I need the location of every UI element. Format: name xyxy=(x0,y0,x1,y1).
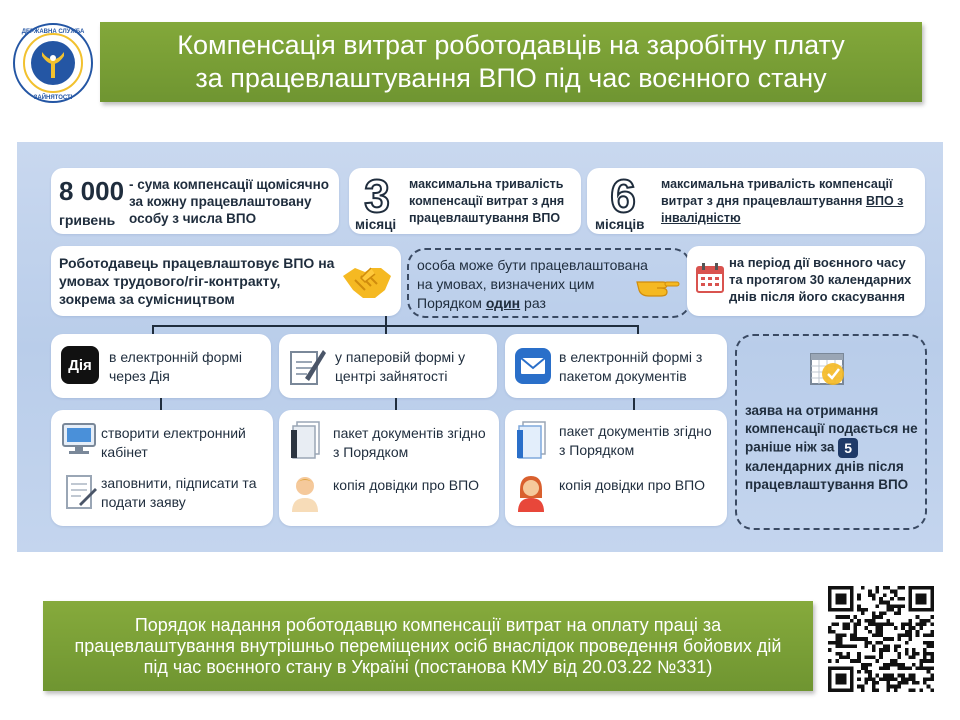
six-months-card xyxy=(587,168,925,234)
six-text xyxy=(661,176,921,227)
once-box xyxy=(407,248,691,318)
deadline-number: 5 xyxy=(844,440,853,456)
logo-text-top: ДЕРЖАВНА СЛУЖБА xyxy=(21,29,85,35)
pointing-hand-icon xyxy=(635,272,681,302)
form-icon xyxy=(61,474,97,512)
pen-paper-icon xyxy=(287,344,327,388)
employer-text: Роботодавець працевлаштовує ВПО на умовах трудового/гіг-контракту, зокрема за сумісництвом xyxy=(59,255,335,307)
footer-text: Порядок надання роботодавцю компенсації витрат на оплату праці за працевлаштування внутрішньо переміщених осіб внаслідок проведення бойових дій під час воєнного стану в Україні (постанова КМУ від 20.03.22 №331) xyxy=(74,614,782,677)
six-text-link: ВПО з інвалідністю xyxy=(661,194,904,225)
title-line-1: Компенсація витрат роботодавців на заробітну плату xyxy=(177,30,845,60)
connector-paper-steps xyxy=(395,398,397,410)
qr-code-icon[interactable] xyxy=(828,586,934,692)
diia-step-1-text: створити електронний кабінет xyxy=(101,425,246,460)
number-three-outline-icon xyxy=(359,172,395,216)
diia-logo xyxy=(61,346,99,384)
amount-number: 8 000 xyxy=(59,176,125,206)
email-step-1-text: пакет документів згідно з Порядком xyxy=(559,423,712,458)
document-folder-icon xyxy=(289,420,323,460)
period-card xyxy=(687,246,925,316)
envelope-icon xyxy=(515,348,551,384)
deadline-text-end: календарних днів після працевлаштування ВПО xyxy=(745,459,909,492)
six-number: 6 xyxy=(610,172,636,216)
paper-text: у паперовій формі у центрі зайнятості xyxy=(335,349,466,384)
diia-steps-card xyxy=(51,410,273,526)
once-text xyxy=(417,256,653,313)
deadline-number-badge xyxy=(838,438,858,458)
logo-text-bottom: ЗАЙНЯТОСТІ xyxy=(33,95,73,101)
period-text: на період дії воєнного часу та протягом 30 календарних днів після його скасування xyxy=(729,255,912,304)
three-number: 3 xyxy=(364,172,390,216)
employment-service-logo xyxy=(12,22,94,104)
employer-card xyxy=(51,246,401,316)
diia-text: в електронній формі через Дія xyxy=(109,349,242,384)
diia-logo-text: Дія xyxy=(68,356,92,374)
handshake-icon xyxy=(341,260,393,302)
once-text-bold: один xyxy=(485,295,521,311)
computer-icon xyxy=(61,422,97,456)
three-unit: місяці xyxy=(355,217,397,232)
connector-diia-steps xyxy=(160,398,162,410)
woman-icon xyxy=(515,474,547,512)
six-unit: місяців xyxy=(595,217,645,232)
calendar-icon xyxy=(695,262,725,294)
email-steps-card xyxy=(505,410,727,526)
email-step-2-text: копія довідки про ВПО xyxy=(559,477,706,493)
once-text-end: раз xyxy=(520,295,546,311)
deadline-text xyxy=(745,402,921,494)
number-six-outline-icon xyxy=(605,172,641,216)
title-banner xyxy=(100,22,922,102)
paper-step-2-text: копія довідки про ВПО xyxy=(333,477,480,493)
person-icon xyxy=(289,474,321,512)
six-text-main: максимальна тривалість компенсації витрат з дня працевлаштування xyxy=(661,177,893,208)
connector-horizontal xyxy=(152,325,639,327)
deadline-box xyxy=(735,334,927,530)
paper-card xyxy=(279,334,497,398)
paper-step-1-text: пакет документів згідно з Порядком xyxy=(333,425,486,460)
title-line-2: за працевлаштування ВПО під час воєнного стану xyxy=(195,63,827,93)
amount-card xyxy=(51,168,339,234)
amount-text: - сума компенсації щомісячно за кожну працевлаштовану особу з числа ВПО xyxy=(129,177,330,226)
infographic-panel xyxy=(17,142,943,552)
connector-email-steps xyxy=(633,398,635,410)
footer-banner xyxy=(43,601,813,691)
three-text: максимальна тривалість компенсації витрат з дня працевлаштування ВПО xyxy=(409,177,565,225)
deadline-text-start: заява на отримання компенсації подається не раніше ніж за xyxy=(745,403,918,455)
once-text-main: особа може бути працевлаштована на умовах, визначених цим Порядком xyxy=(417,257,648,311)
diia-card xyxy=(51,334,271,398)
three-months-card xyxy=(349,168,581,234)
diia-step-2-text: заповнити, підписати та подати заяву xyxy=(101,475,257,510)
paper-steps-card xyxy=(279,410,499,526)
email-card xyxy=(505,334,727,398)
document-folder-icon xyxy=(515,420,549,460)
amount-unit: гривень xyxy=(59,212,116,228)
calendar-check-icon xyxy=(805,350,851,390)
email-text: в електронній формі з пакетом документів xyxy=(559,349,703,384)
